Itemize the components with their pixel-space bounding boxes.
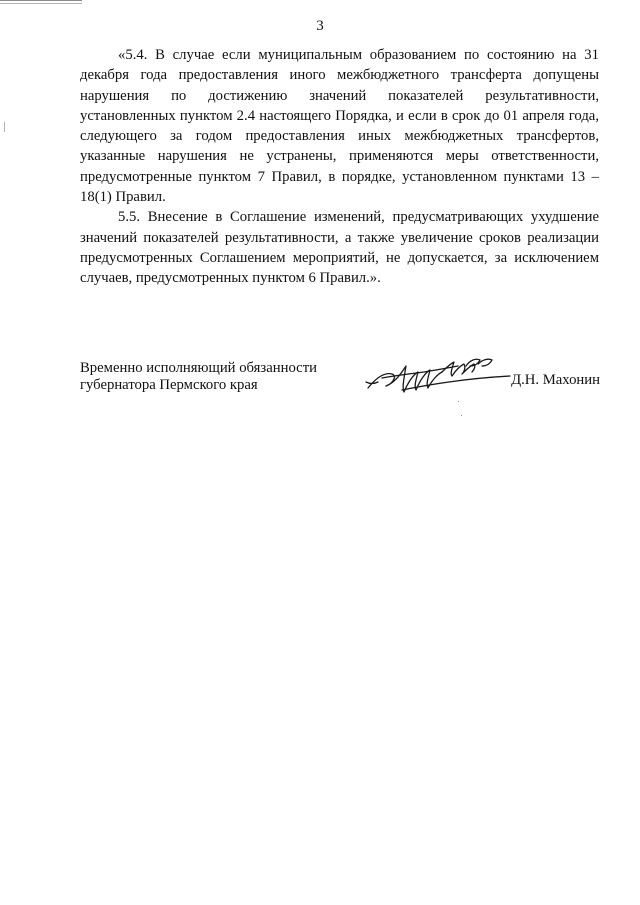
signer-position-line-1: Временно исполняющий обязанности xyxy=(80,360,317,376)
document-body xyxy=(80,45,599,289)
page-number: 3 xyxy=(316,18,324,34)
signer-position xyxy=(80,360,317,394)
signer-position-line-2: губернатора Пермского края xyxy=(80,377,258,393)
handwritten-signature xyxy=(362,354,512,398)
scan-speck xyxy=(461,415,462,416)
paragraph-5-5: 5.5. Внесение в Соглашение изменений, предусматривающих ухудшение значений показателей результативности, а также увеличение сроков реализации предусмотренных Соглашением мероприятий, не допускается, за исключением случаев, предусмотренных пунктом 6 Правил.». xyxy=(80,209,599,287)
scan-speck xyxy=(458,401,459,402)
scan-edge-rule xyxy=(0,0,82,4)
paragraph-5-4: «5.4. В случае если муниципальным образованием по состоянию на 31 декабря года предоставления иного межбюджетного трансферта допущены нарушения по достижению значений показателей результативности, установленных пунктом 2.4 настоящего Порядка, и если в срок до 01 апреля года, следующего за годом предоставления иных межбюджетных трансфертов, указанные нарушения не устранены, применяются меры ответственности, предусмотренные пунктом 7 Правил, в порядке, установленном пунктами 13 – 18(1) Правил. xyxy=(80,47,599,206)
scan-margin-mark xyxy=(4,122,5,132)
signature-block xyxy=(80,360,600,400)
signer-name: Д.Н. Махонин xyxy=(511,372,600,388)
